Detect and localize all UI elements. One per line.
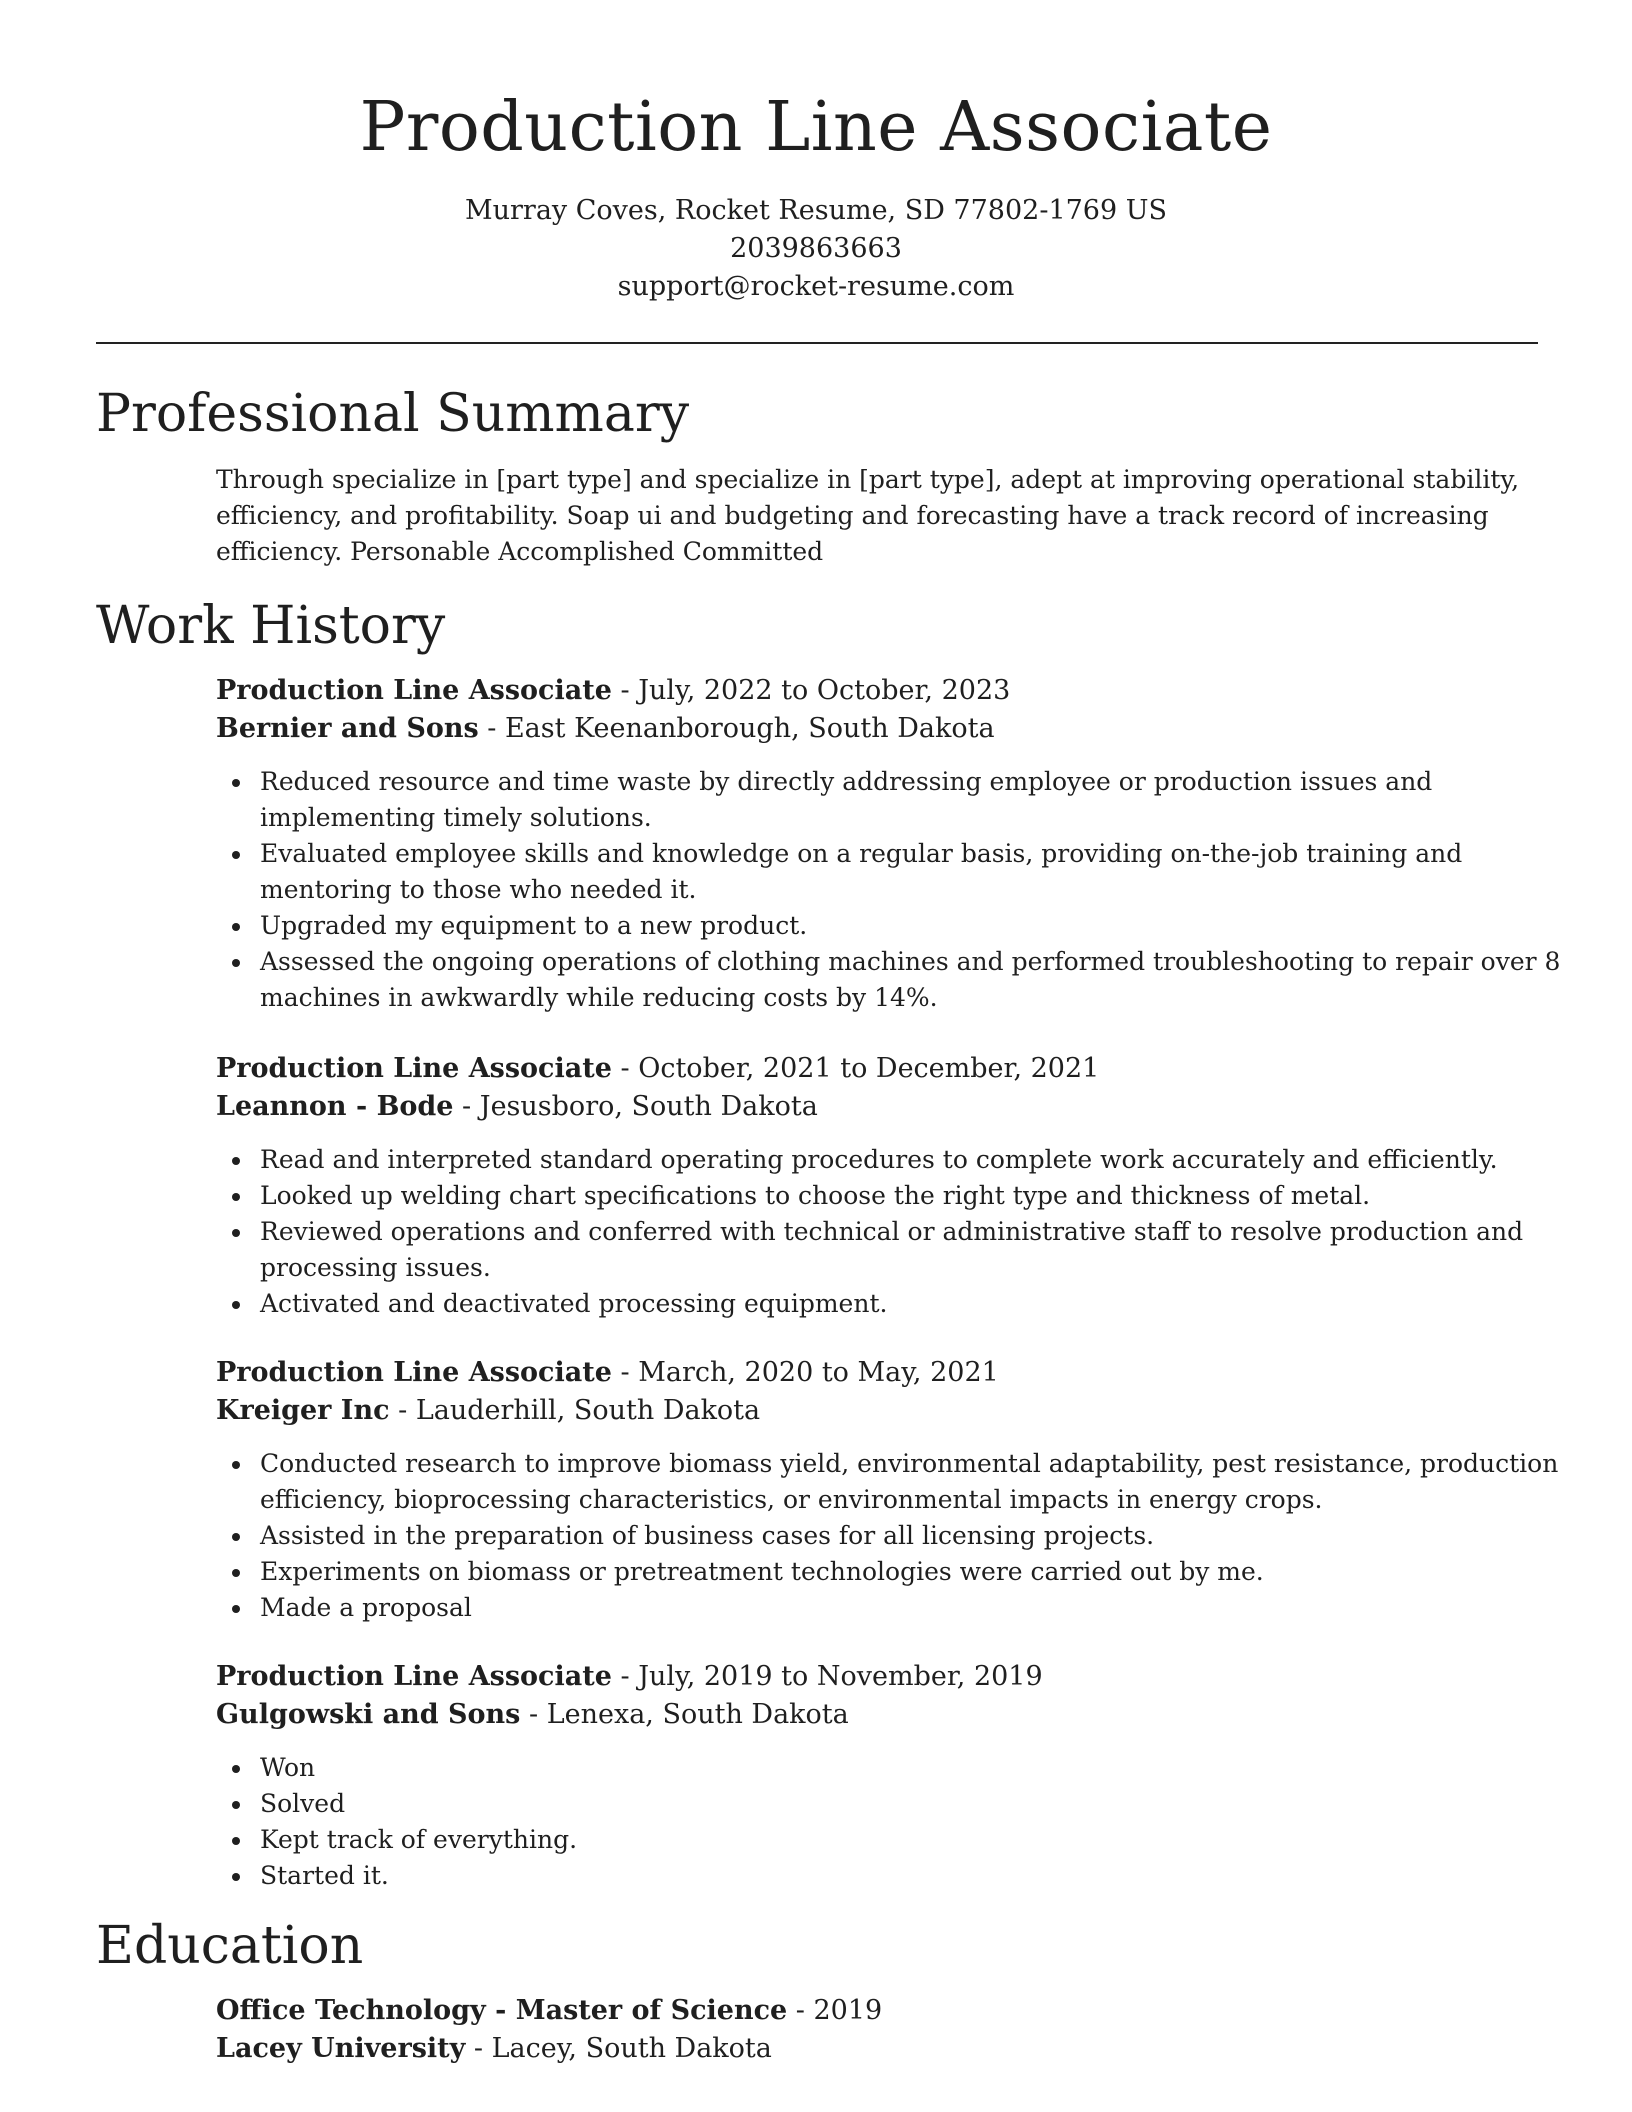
- job-dates: October, 2021 to December, 2021: [638, 1053, 1100, 1084]
- job-bullet-list: [216, 1750, 1580, 1894]
- separator: -: [485, 1995, 516, 2026]
- job-bullet: Won: [260, 1750, 1580, 1786]
- job-bullet: Assessed the ongoing operations of clothing machines and performed troubleshooting to repair over 8 machines in awkwardly while reducing costs by 14%.: [260, 944, 1580, 1016]
- resume-name-heading: Production Line Associate: [359, 88, 1273, 167]
- education-year: 2019: [813, 1995, 883, 2026]
- job-bullet: Experiments on biomass or pretreatment technologies were carried out by me.: [260, 1554, 1580, 1590]
- job-bullet-list: [216, 764, 1580, 1016]
- education-section-title: Education: [96, 1916, 364, 1976]
- job-bullet: Conducted research to improve biomass yield, environmental adaptability, pest resistance, production efficiency, bioprocessing characteristics, or environmental impacts in energy crops.: [260, 1446, 1580, 1518]
- job-title: Production Line Associate: [216, 1357, 612, 1388]
- job-title: Production Line Associate: [216, 675, 612, 706]
- job-bullet: Assisted in the preparation of business cases for all licensing projects.: [260, 1518, 1580, 1554]
- job-company: Bernier and Sons: [216, 713, 479, 744]
- separator: -: [611, 1357, 639, 1388]
- job-company-line: [216, 710, 995, 748]
- job-dates: July, 2019 to November, 2019: [638, 1661, 1043, 1692]
- job-bullet: Looked up welding chart specifications to choose the right type and thickness of metal.: [260, 1178, 1580, 1214]
- job-company-line: [216, 1392, 760, 1430]
- job-bullet: Reviewed operations and conferred with technical or administrative staff to resolve production and processing issues.: [260, 1214, 1580, 1286]
- contact-phone: 2039863663: [730, 233, 902, 264]
- job-location: Jesusboro, South Dakota: [479, 1091, 818, 1122]
- header-divider: [96, 342, 1538, 344]
- summary-text: Through specialize in [part type] and specialize in [part type], adept at improving operational stability, efficiency, and profitability. Soap ui and budgeting and forecasting have a track record of increasing efficiency. Personable Accomplished Committed: [216, 465, 1520, 566]
- job-bullet: Read and interpreted standard operating procedures to complete work accurately and efficiently.: [260, 1142, 1580, 1178]
- job-location: Lenexa, South Dakota: [546, 1699, 849, 1730]
- contact-address: Murray Coves, Rocket Resume, SD 77802-1769 US: [464, 195, 1167, 226]
- job-bullet: Started it.: [260, 1858, 1580, 1894]
- job-company-line: [216, 1088, 818, 1126]
- job-bullet: Solved: [260, 1786, 1580, 1822]
- job-bullet: Upgraded my equipment to a new product.: [260, 908, 1580, 944]
- job-bullet-list: [216, 1142, 1580, 1322]
- job-location: Lauderhill, South Dakota: [415, 1395, 761, 1426]
- separator: -: [520, 1699, 547, 1730]
- summary-section-title: Professional Summary: [96, 384, 690, 444]
- job-dates: July, 2022 to October, 2023: [638, 675, 1011, 706]
- job-title-line: [216, 1050, 1099, 1088]
- job-title: Production Line Associate: [216, 1661, 612, 1692]
- job-dates: March, 2020 to May, 2021: [638, 1357, 999, 1388]
- job-company: Leannon - Bode: [216, 1091, 454, 1122]
- education-degree-line: [216, 1992, 882, 2030]
- job-bullet: Reduced resource and time waste by directly addressing employee or production issues and implementing timely solutions.: [260, 764, 1580, 836]
- education-school-line: [216, 2030, 772, 2068]
- contact-email: support@rocket-resume.com: [617, 271, 1015, 302]
- education-field: Office Technology: [216, 1995, 486, 2026]
- job-title-line: [216, 672, 1010, 710]
- job-location: East Keenanborough, South Dakota: [504, 713, 995, 744]
- separator: -: [787, 1995, 814, 2026]
- job-title-line: [216, 1658, 1043, 1696]
- job-company: Gulgowski and Sons: [216, 1699, 521, 1730]
- job-company: Kreiger Inc: [216, 1395, 390, 1426]
- job-title: Production Line Associate: [216, 1053, 612, 1084]
- job-bullet: Activated and deactivated processing equipment.: [260, 1286, 1580, 1322]
- job-bullet: Kept track of everything.: [260, 1822, 1580, 1858]
- separator: -: [611, 1661, 639, 1692]
- separator: -: [611, 1053, 639, 1084]
- job-bullet-list: [216, 1446, 1580, 1626]
- separator: -: [389, 1395, 416, 1426]
- job-bullet: Made a proposal: [260, 1590, 1580, 1626]
- separator: -: [478, 713, 505, 744]
- job-bullet: Evaluated employee skills and knowledge on a regular basis, providing on-the-job training and mentoring to those who needed it.: [260, 836, 1580, 908]
- work-history-section-title: Work History: [96, 596, 446, 656]
- education-location: Lacey, South Dakota: [491, 2033, 772, 2064]
- job-company-line: [216, 1696, 849, 1734]
- job-title-line: [216, 1354, 999, 1392]
- education-school: Lacey University: [216, 2033, 466, 2064]
- separator: -: [453, 1091, 480, 1122]
- separator: -: [611, 675, 639, 706]
- separator: -: [465, 2033, 492, 2064]
- education-degree: Master of Science: [515, 1995, 788, 2026]
